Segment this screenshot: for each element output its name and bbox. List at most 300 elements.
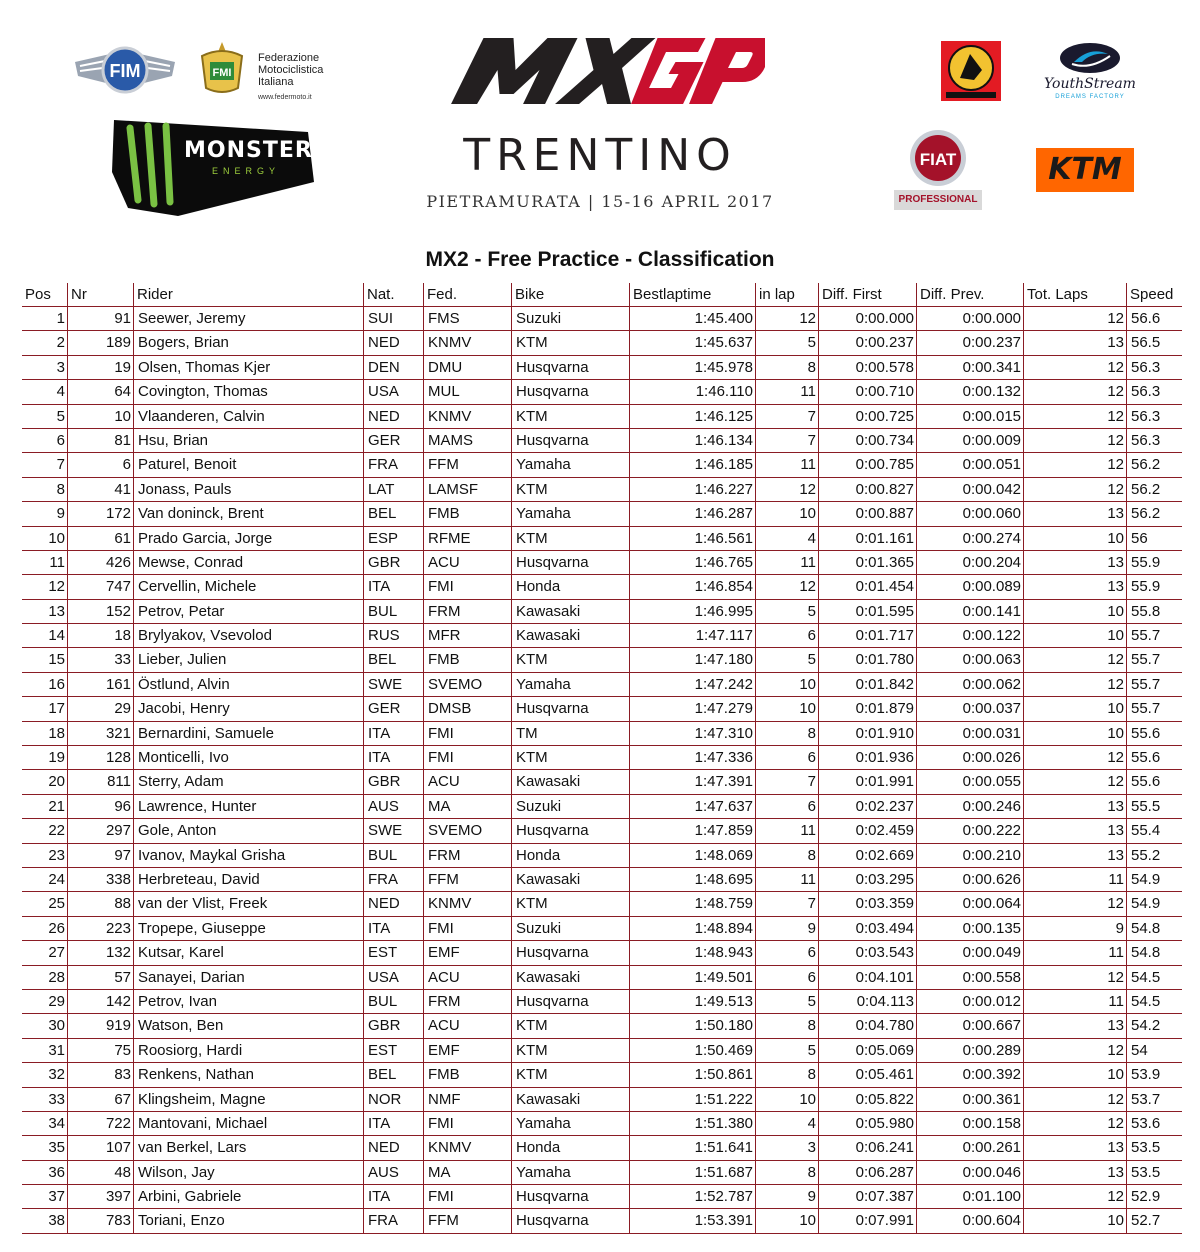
table-row <box>22 673 1182 697</box>
cell-tot-laps: 12 <box>1024 453 1127 476</box>
table-row <box>22 380 1182 404</box>
cell-diff-first: 0:07.387 <box>819 1185 917 1208</box>
cell-nat: DEN <box>364 356 424 379</box>
cell-nat: ITA <box>364 1185 424 1208</box>
table-row <box>22 1063 1182 1087</box>
cell-nr: 783 <box>68 1209 134 1232</box>
cell-speed: 53.7 <box>1131 1090 1161 1108</box>
cell-tot-laps: 11 <box>1024 990 1127 1013</box>
table-row <box>22 575 1182 599</box>
cell-rider: Ivanov, Maykal Grisha <box>134 844 364 867</box>
cell-bestlaptime: 1:46.765 <box>630 551 756 574</box>
cell-fed: FMB <box>424 502 512 525</box>
cell-diff-first: 0:00.725 <box>819 405 917 428</box>
cell-in-lap: 4 <box>756 1112 819 1135</box>
cell-fed: SVEMO <box>424 819 512 842</box>
cell-nr: 189 <box>68 331 134 354</box>
cell-fed: MAMS <box>424 429 512 452</box>
cell-bestlaptime: 1:45.978 <box>630 356 756 379</box>
cell-pos: 18 <box>22 722 68 745</box>
cell-fed: DMSB <box>424 697 512 720</box>
cell-bestlaptime: 1:46.185 <box>630 453 756 476</box>
cell-fed: ACU <box>424 551 512 574</box>
cell-nat: LAT <box>364 478 424 501</box>
cell-bestlaptime: 1:51.641 <box>630 1136 756 1159</box>
cell-diff-first: 0:02.669 <box>819 844 917 867</box>
cell-diff-prev: 0:00.204 <box>917 551 1024 574</box>
cell-tot-laps: 12 <box>1024 307 1127 330</box>
cell-fed: DMU <box>424 356 512 379</box>
table-row <box>22 819 1182 843</box>
table-row <box>22 697 1182 721</box>
cell-rider: Roosiorg, Hardi <box>134 1039 364 1062</box>
cell-bike: KTM <box>512 1014 630 1037</box>
cell-fed: SVEMO <box>424 673 512 696</box>
cell-pos: 14 <box>22 624 68 647</box>
cell-nr: 29 <box>68 697 134 720</box>
table-row <box>22 1088 1182 1112</box>
youthstream-tagline: DREAMS FACTORY <box>1055 94 1125 100</box>
cell-speed: 56.3 <box>1131 383 1161 401</box>
cell-bestlaptime: 1:46.125 <box>630 405 756 428</box>
col-header-speed: Speed <box>1130 286 1174 303</box>
cell-tot-laps: 12 <box>1024 429 1127 452</box>
cell-in-lap: 3 <box>756 1136 819 1159</box>
cell-fed: FMI <box>424 746 512 769</box>
cell-bike: Yamaha <box>512 1161 630 1184</box>
cell-nat: USA <box>364 380 424 403</box>
fmi-url: www.federmoto.it <box>258 94 312 101</box>
cell-speed: 55.6 <box>1131 724 1161 742</box>
cell-nr: 83 <box>68 1063 134 1086</box>
cell-speed: 54.5 <box>1131 968 1161 986</box>
cell-in-lap: 11 <box>756 868 819 891</box>
cell-in-lap: 8 <box>756 1014 819 1037</box>
cell-fed: ACU <box>424 966 512 989</box>
col-header-rider: Rider <box>134 283 364 306</box>
cell-rider: Lawrence, Hunter <box>134 795 364 818</box>
cell-tot-laps: 12 <box>1024 380 1127 403</box>
cell-speed: 55.7 <box>1131 627 1161 645</box>
cell-bestlaptime: 1:47.180 <box>630 648 756 671</box>
cell-nr: 426 <box>68 551 134 574</box>
cell-speed: 56.2 <box>1131 456 1161 474</box>
cell-nr: 161 <box>68 673 134 696</box>
cell-nr: 91 <box>68 307 134 330</box>
cell-speed: 54.5 <box>1131 992 1161 1010</box>
cell-diff-first: 0:00.000 <box>819 307 917 330</box>
cell-tot-laps: 10 <box>1024 722 1127 745</box>
cell-bestlaptime: 1:50.861 <box>630 1063 756 1086</box>
cell-fed: FMI <box>424 1112 512 1135</box>
monster-word: MONSTER <box>184 138 313 163</box>
cell-fed: KNMV <box>424 1136 512 1159</box>
table-row <box>22 746 1182 770</box>
cell-pos: 15 <box>22 648 68 671</box>
cell-nat: BUL <box>364 844 424 867</box>
cell-tot-laps: 13 <box>1024 844 1127 867</box>
cell-nat: ITA <box>364 722 424 745</box>
cell-speed: 55.6 <box>1131 749 1161 767</box>
col-header-pos: Pos <box>22 283 68 306</box>
cell-pos: 19 <box>22 746 68 769</box>
cell-bestlaptime: 1:48.069 <box>630 844 756 867</box>
cell-nat: GER <box>364 429 424 452</box>
cell-speed: 52.7 <box>1131 1212 1161 1230</box>
cell-diff-prev: 0:00.135 <box>917 917 1024 940</box>
cell-nat: NED <box>364 892 424 915</box>
fiat-professional-logo <box>894 128 982 212</box>
cell-pos: 25 <box>22 892 68 915</box>
cell-fed: FRM <box>424 600 512 623</box>
cell-pos: 33 <box>22 1088 68 1111</box>
cell-rider: Vlaanderen, Calvin <box>134 405 364 428</box>
cell-bestlaptime: 1:47.242 <box>630 673 756 696</box>
cell-tot-laps: 12 <box>1024 648 1127 671</box>
cell-bestlaptime: 1:47.310 <box>630 722 756 745</box>
cell-nat: RUS <box>364 624 424 647</box>
cell-rider: Bogers, Brian <box>134 331 364 354</box>
cell-nr: 172 <box>68 502 134 525</box>
cell-nr: 19 <box>68 356 134 379</box>
cell-diff-first: 0:01.365 <box>819 551 917 574</box>
cell-diff-first: 0:01.717 <box>819 624 917 647</box>
cell-bike: Husqvarna <box>512 819 630 842</box>
cell-nat: EST <box>364 941 424 964</box>
cell-rider: van der Vlist, Freek <box>134 892 364 915</box>
cell-diff-first: 0:00.237 <box>819 331 917 354</box>
cell-in-lap: 6 <box>756 746 819 769</box>
cell-in-lap: 6 <box>756 966 819 989</box>
cell-fed: FMS <box>424 307 512 330</box>
cell-in-lap: 7 <box>756 429 819 452</box>
cell-speed: 55.7 <box>1131 700 1161 718</box>
cell-pos: 27 <box>22 941 68 964</box>
cell-speed: 56 <box>1131 529 1148 547</box>
cell-nr: 919 <box>68 1014 134 1037</box>
cell-tot-laps: 10 <box>1024 527 1127 550</box>
cell-fed: FMB <box>424 648 512 671</box>
cell-tot-laps: 13 <box>1024 819 1127 842</box>
table-row <box>22 1039 1182 1063</box>
cell-tot-laps: 12 <box>1024 770 1127 793</box>
cell-bike: KTM <box>512 746 630 769</box>
cell-bike: Suzuki <box>512 307 630 330</box>
cell-nr: 67 <box>68 1088 134 1111</box>
cell-pos: 28 <box>22 966 68 989</box>
cell-bestlaptime: 1:47.391 <box>630 770 756 793</box>
cell-diff-prev: 0:00.122 <box>917 624 1024 647</box>
cell-speed: 52.9 <box>1131 1188 1161 1206</box>
cell-diff-prev: 0:00.210 <box>917 844 1024 867</box>
cell-fed: FRM <box>424 990 512 1013</box>
cell-diff-prev: 0:00.063 <box>917 648 1024 671</box>
cell-diff-prev: 0:00.031 <box>917 722 1024 745</box>
cell-diff-first: 0:00.785 <box>819 453 917 476</box>
cell-fed: FMB <box>424 1063 512 1086</box>
cell-pos: 38 <box>22 1209 68 1232</box>
table-row <box>22 405 1182 429</box>
cell-speed: 55.4 <box>1131 822 1161 840</box>
cell-speed: 55.6 <box>1131 773 1161 791</box>
cell-bike: Kawasaki <box>512 770 630 793</box>
svg-text:FIAT: FIAT <box>919 150 957 169</box>
cell-tot-laps: 12 <box>1024 673 1127 696</box>
cell-rider: Cervellin, Michele <box>134 575 364 598</box>
cell-pos: 9 <box>22 502 68 525</box>
cell-in-lap: 4 <box>756 527 819 550</box>
table-row <box>22 941 1182 965</box>
cell-tot-laps: 12 <box>1024 1112 1127 1135</box>
cell-pos: 17 <box>22 697 68 720</box>
cell-in-lap: 6 <box>756 795 819 818</box>
table-row <box>22 917 1182 941</box>
cell-tot-laps: 11 <box>1024 941 1127 964</box>
table-body <box>22 307 1182 1234</box>
cell-nat: ESP <box>364 527 424 550</box>
cell-tot-laps: 12 <box>1024 405 1127 428</box>
col-header-diff-first: Diff. First <box>819 283 917 306</box>
col-header-nat: Nat. <box>364 283 424 306</box>
cell-tot-laps: 12 <box>1024 746 1127 769</box>
cell-fed: KNMV <box>424 331 512 354</box>
cell-diff-first: 0:02.459 <box>819 819 917 842</box>
cell-in-lap: 12 <box>756 575 819 598</box>
table-row <box>22 1136 1182 1160</box>
cell-rider: Petrov, Petar <box>134 600 364 623</box>
cell-bestlaptime: 1:46.227 <box>630 478 756 501</box>
cell-pos: 30 <box>22 1014 68 1037</box>
table-row <box>22 331 1182 355</box>
cell-in-lap: 7 <box>756 892 819 915</box>
cell-diff-first: 0:07.991 <box>819 1209 917 1232</box>
cell-diff-prev: 0:00.012 <box>917 990 1024 1013</box>
cell-pos: 5 <box>22 405 68 428</box>
cell-bike: TM <box>512 722 630 745</box>
cell-pos: 29 <box>22 990 68 1013</box>
cell-bestlaptime: 1:47.637 <box>630 795 756 818</box>
cell-speed: 56.3 <box>1131 407 1161 425</box>
cell-in-lap: 8 <box>756 356 819 379</box>
youthstream-logo <box>1036 40 1144 106</box>
table-row <box>22 1014 1182 1038</box>
cell-bike: Husqvarna <box>512 990 630 1013</box>
cell-fed: RFME <box>424 527 512 550</box>
cell-fed: NMF <box>424 1088 512 1111</box>
cell-nat: SUI <box>364 307 424 330</box>
cell-in-lap: 8 <box>756 722 819 745</box>
cell-nr: 48 <box>68 1161 134 1184</box>
cell-rider: Gole, Anton <box>134 819 364 842</box>
cell-diff-prev: 0:00.049 <box>917 941 1024 964</box>
cell-bestlaptime: 1:46.287 <box>630 502 756 525</box>
table-row <box>22 502 1182 526</box>
cell-in-lap: 6 <box>756 624 819 647</box>
cell-speed: 55.7 <box>1131 675 1161 693</box>
cell-nat: NED <box>364 1136 424 1159</box>
cell-nat: FRA <box>364 1209 424 1232</box>
cell-pos: 36 <box>22 1161 68 1184</box>
cell-pos: 4 <box>22 380 68 403</box>
table-row <box>22 478 1182 502</box>
cell-nat: BEL <box>364 502 424 525</box>
cell-diff-first: 0:00.578 <box>819 356 917 379</box>
table-row <box>22 356 1182 380</box>
table-row <box>22 795 1182 819</box>
cell-nr: 811 <box>68 770 134 793</box>
col-header-in-lap: in lap <box>756 283 819 306</box>
cell-in-lap: 5 <box>756 648 819 671</box>
cell-fed: FMI <box>424 1185 512 1208</box>
cell-nat: ITA <box>364 1112 424 1135</box>
cell-diff-first: 0:00.827 <box>819 478 917 501</box>
cell-speed: 53.6 <box>1131 1114 1161 1132</box>
cell-bike: KTM <box>512 405 630 428</box>
cell-bike: Kawasaki <box>512 600 630 623</box>
cell-nat: SWE <box>364 819 424 842</box>
cell-bestlaptime: 1:46.995 <box>630 600 756 623</box>
cell-nat: ITA <box>364 575 424 598</box>
cell-nat: NED <box>364 331 424 354</box>
cell-bestlaptime: 1:50.180 <box>630 1014 756 1037</box>
cell-rider: Olsen, Thomas Kjer <box>134 356 364 379</box>
cell-nat: NOR <box>364 1088 424 1111</box>
cell-pos: 21 <box>22 795 68 818</box>
cell-diff-first: 0:05.461 <box>819 1063 917 1086</box>
table-row <box>22 1112 1182 1136</box>
cell-bike: Husqvarna <box>512 380 630 403</box>
table-row <box>22 1161 1182 1185</box>
cell-diff-prev: 0:00.158 <box>917 1112 1024 1135</box>
cell-diff-prev: 0:00.392 <box>917 1063 1024 1086</box>
cell-nr: 33 <box>68 648 134 671</box>
cell-tot-laps: 9 <box>1024 917 1127 940</box>
cell-pos: 7 <box>22 453 68 476</box>
svg-text:FIM: FIM <box>109 61 141 81</box>
cell-in-lap: 11 <box>756 819 819 842</box>
cell-speed: 55.2 <box>1131 846 1161 864</box>
cell-speed: 56.5 <box>1131 334 1161 352</box>
cell-rider: Östlund, Alvin <box>134 673 364 696</box>
cell-tot-laps: 12 <box>1024 356 1127 379</box>
cell-diff-first: 0:00.887 <box>819 502 917 525</box>
cell-bestlaptime: 1:48.943 <box>630 941 756 964</box>
cell-speed: 55.7 <box>1131 651 1161 669</box>
cell-diff-first: 0:01.910 <box>819 722 917 745</box>
cell-rider: Mantovani, Michael <box>134 1112 364 1135</box>
cell-rider: Bernardini, Samuele <box>134 722 364 745</box>
cell-pos: 8 <box>22 478 68 501</box>
cell-bike: Suzuki <box>512 795 630 818</box>
cell-bike: Husqvarna <box>512 697 630 720</box>
cell-bike: KTM <box>512 527 630 550</box>
cell-diff-prev: 0:00.037 <box>917 697 1024 720</box>
cell-diff-first: 0:00.734 <box>819 429 917 452</box>
cell-diff-prev: 0:00.064 <box>917 892 1024 915</box>
cell-bestlaptime: 1:47.859 <box>630 819 756 842</box>
cell-tot-laps: 12 <box>1024 1185 1127 1208</box>
cell-speed: 55.9 <box>1131 578 1161 596</box>
cell-diff-first: 0:03.494 <box>819 917 917 940</box>
cell-bike: Kawasaki <box>512 1088 630 1111</box>
cell-in-lap: 5 <box>756 1039 819 1062</box>
cell-pos: 24 <box>22 868 68 891</box>
cell-pos: 20 <box>22 770 68 793</box>
cell-diff-prev: 0:00.026 <box>917 746 1024 769</box>
energy-word: ENERGY <box>212 166 281 176</box>
cell-nat: NED <box>364 405 424 428</box>
cell-bestlaptime: 1:52.787 <box>630 1185 756 1208</box>
cell-nr: 18 <box>68 624 134 647</box>
cell-tot-laps: 13 <box>1024 795 1127 818</box>
cell-nr: 41 <box>68 478 134 501</box>
cell-diff-first: 0:01.879 <box>819 697 917 720</box>
cell-nr: 132 <box>68 941 134 964</box>
cell-tot-laps: 12 <box>1024 1088 1127 1111</box>
cell-fed: KNMV <box>424 405 512 428</box>
cell-diff-first: 0:01.842 <box>819 673 917 696</box>
cell-speed: 55.5 <box>1131 797 1161 815</box>
cell-bike: Honda <box>512 575 630 598</box>
cell-bike: KTM <box>512 1039 630 1062</box>
cell-fed: FMI <box>424 917 512 940</box>
cell-fed: MUL <box>424 380 512 403</box>
cell-rider: Hsu, Brian <box>134 429 364 452</box>
cell-nr: 223 <box>68 917 134 940</box>
cell-speed: 56.6 <box>1131 310 1161 327</box>
cell-fed: KNMV <box>424 892 512 915</box>
cell-nr: 96 <box>68 795 134 818</box>
circuit-badge-logo <box>940 40 1002 102</box>
cell-bike: KTM <box>512 648 630 671</box>
cell-pos: 13 <box>22 600 68 623</box>
cell-tot-laps: 13 <box>1024 551 1127 574</box>
cell-nr: 88 <box>68 892 134 915</box>
cell-bike: Honda <box>512 1136 630 1159</box>
cell-pos: 26 <box>22 917 68 940</box>
youthstream-name: YouthStream <box>1044 76 1136 92</box>
cell-diff-prev: 0:00.626 <box>917 868 1024 891</box>
cell-diff-prev: 0:00.046 <box>917 1161 1024 1184</box>
cell-bike: Yamaha <box>512 502 630 525</box>
cell-fed: FMI <box>424 722 512 745</box>
cell-fed: FFM <box>424 1209 512 1232</box>
table-row <box>22 722 1182 746</box>
cell-bestlaptime: 1:51.380 <box>630 1112 756 1135</box>
cell-diff-first: 0:04.780 <box>819 1014 917 1037</box>
ktm-logo: KTM <box>1036 148 1134 192</box>
cell-tot-laps: 10 <box>1024 624 1127 647</box>
cell-nr: 397 <box>68 1185 134 1208</box>
table-header-row <box>22 283 1182 307</box>
cell-fed: FRM <box>424 844 512 867</box>
cell-rider: Sterry, Adam <box>134 770 364 793</box>
cell-fed: EMF <box>424 1039 512 1062</box>
table-row <box>22 307 1182 331</box>
cell-nat: ITA <box>364 746 424 769</box>
cell-bike: Husqvarna <box>512 356 630 379</box>
cell-diff-first: 0:06.287 <box>819 1161 917 1184</box>
cell-bike: Kawasaki <box>512 624 630 647</box>
cell-speed: 56.2 <box>1131 505 1161 523</box>
cell-bestlaptime: 1:45.637 <box>630 331 756 354</box>
cell-tot-laps: 10 <box>1024 697 1127 720</box>
cell-diff-first: 0:01.595 <box>819 600 917 623</box>
cell-rider: Seewer, Jeremy <box>134 307 364 330</box>
col-header-nr: Nr <box>68 283 134 306</box>
cell-bike: Yamaha <box>512 673 630 696</box>
cell-diff-prev: 0:00.274 <box>917 527 1024 550</box>
